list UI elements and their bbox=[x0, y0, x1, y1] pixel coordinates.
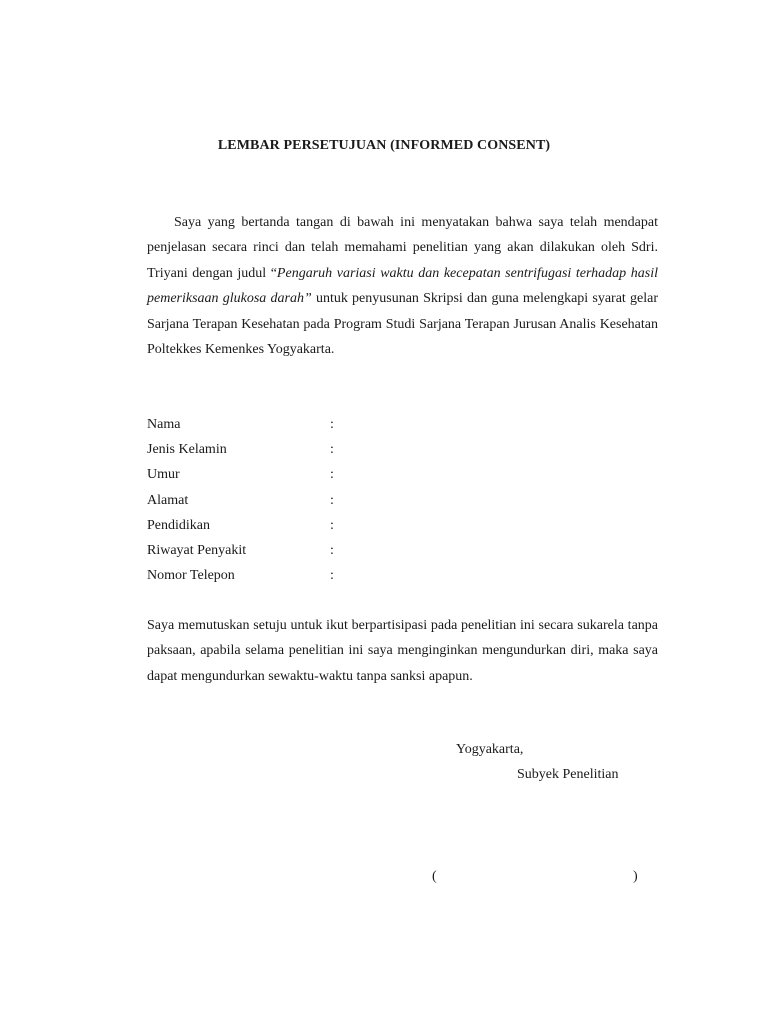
field-colon: : bbox=[330, 442, 334, 458]
field-row-jenis-kelamin bbox=[147, 437, 447, 462]
field-row-nomor-telepon bbox=[147, 563, 447, 588]
field-row-alamat bbox=[147, 488, 447, 513]
signature-close-paren: ) bbox=[633, 869, 638, 884]
signature-place: Yogyakarta, bbox=[456, 742, 524, 757]
signature-role: Subyek Penelitian bbox=[517, 767, 619, 782]
field-row-umur bbox=[147, 462, 447, 487]
intro-text-start: Saya yang bertanda tangan di bawah ini menyatakan bahwa saya telah mendapat penjelasan secara rinci dan telah memahami penelitian yang akan dilakukan oleh Sdri. Triyani dengan judul “ bbox=[147, 215, 658, 281]
field-colon: : bbox=[330, 492, 334, 508]
field-colon: : bbox=[330, 517, 334, 533]
field-row-pendidikan bbox=[147, 513, 447, 538]
signature-open-paren: ( bbox=[432, 869, 437, 884]
field-colon: : bbox=[330, 467, 334, 483]
field-label: Nomor Telepon bbox=[147, 568, 235, 584]
field-label: Nama bbox=[147, 417, 181, 432]
field-label: Jenis Kelamin bbox=[147, 442, 227, 458]
field-label: Riwayat Penyakit bbox=[147, 542, 247, 558]
field-row-riwayat-penyakit bbox=[147, 538, 447, 563]
respondent-fields bbox=[147, 412, 447, 588]
field-colon: : bbox=[330, 568, 334, 584]
document-title: LEMBAR PERSETUJUAN (INFORMED CONSENT) bbox=[217, 138, 551, 153]
field-colon: : bbox=[330, 542, 334, 558]
field-label: Pendidikan bbox=[147, 517, 210, 533]
field-row-nama bbox=[147, 412, 447, 437]
field-label: Alamat bbox=[147, 492, 189, 508]
field-label: Umur bbox=[147, 467, 180, 483]
intro-paragraph bbox=[147, 210, 658, 362]
decision-paragraph: Saya memutuskan setuju untuk ikut berpartisipasi pada penelitian ini secara sukarela tanpa paksaan, apabila selama penelitian ini saya menginginkan mengundurkan diri, maka saya dapat mengundurkan sewaktu-waktu tanpa sanksi apapun. bbox=[147, 618, 658, 684]
intro-text-end: untuk penyusunan Skripsi dan guna melengkapi syarat gelar Sarjana Terapan Kesehatan pada Program Studi Sarjana Terapan Jurusan Analis Kesehatan Poltekkes Kemenkes Yogyakarta. bbox=[147, 291, 658, 358]
field-colon: : bbox=[330, 417, 334, 432]
research-title: Pengaruh variasi waktu dan kecepatan sentrifugasi terhadap hasil pemeriksaan glukosa darah” bbox=[147, 265, 659, 307]
